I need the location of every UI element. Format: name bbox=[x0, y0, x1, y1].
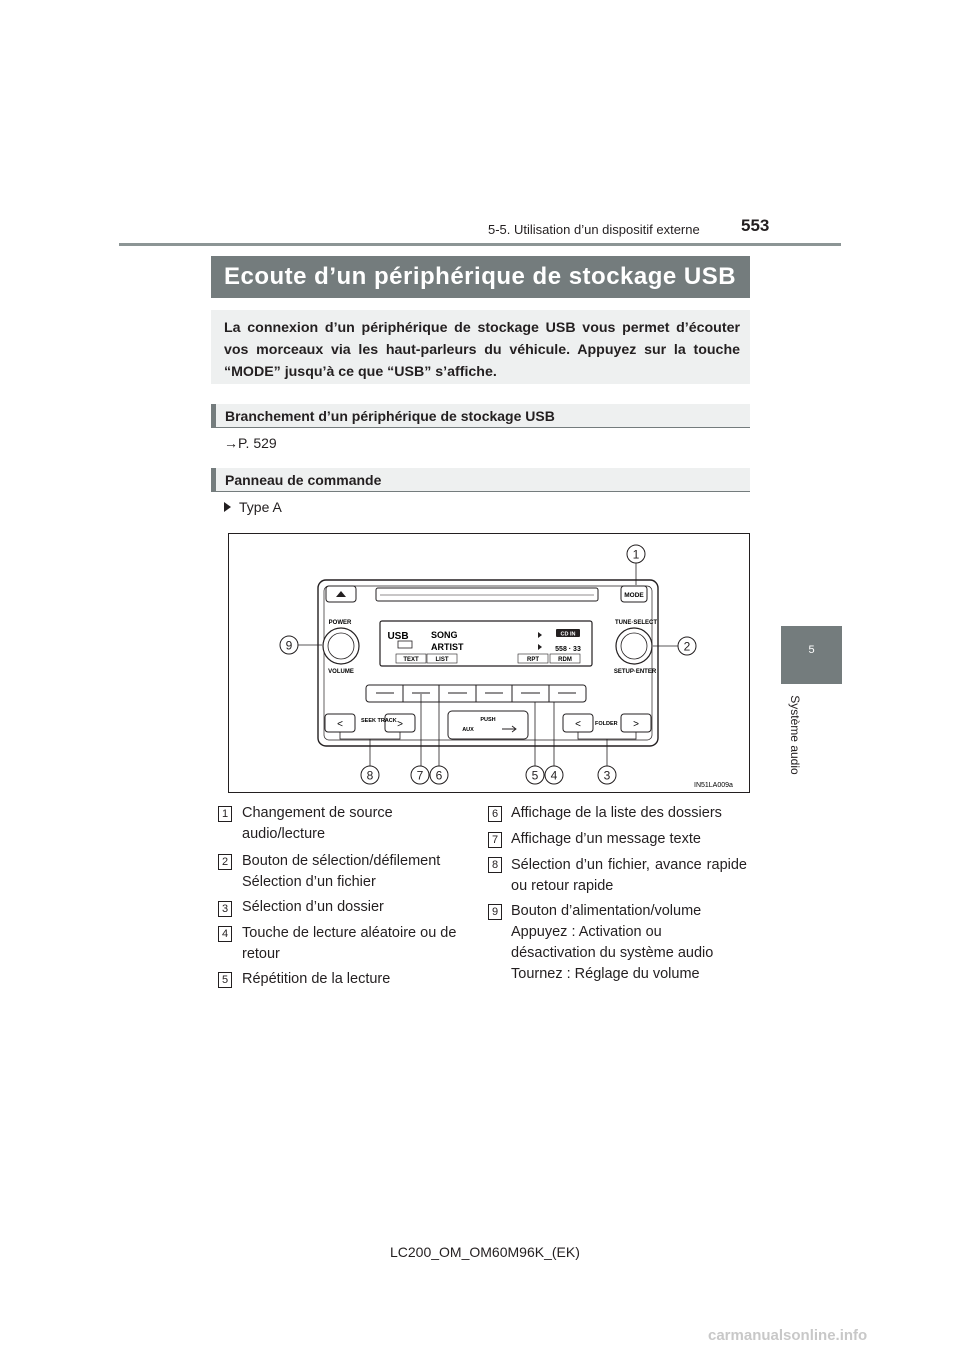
section-header: 5-5. Utilisation d’un dispositif externe bbox=[488, 222, 700, 237]
type-label-text: Type A bbox=[239, 499, 282, 515]
btn-list: LIST bbox=[435, 657, 449, 663]
type-label bbox=[224, 499, 282, 515]
display-song: SONG bbox=[431, 630, 458, 640]
svg-text:>: > bbox=[633, 719, 639, 730]
header-rule bbox=[119, 243, 841, 246]
chapter-number: 5 bbox=[808, 644, 815, 656]
tune-select-label: TUNE·SELECT bbox=[615, 620, 657, 626]
image-code: IN51LA009a bbox=[694, 782, 733, 789]
power-label: POWER bbox=[328, 620, 352, 626]
btn-rdm: RDM bbox=[558, 657, 572, 663]
push-label: PUSH bbox=[480, 717, 496, 723]
legend-item: Bouton d’alimentation/volume Appuyez : Activation ou désactivation du système audio Tournez : Réglage du volume bbox=[511, 903, 714, 982]
legend-item: Sélection d’un dossier bbox=[242, 899, 384, 915]
svg-text:4: 4 bbox=[550, 768, 558, 783]
svg-text:7: 7 bbox=[416, 768, 424, 783]
folder-label: FOLDER bbox=[595, 721, 618, 727]
legend-num: 6 bbox=[488, 806, 502, 822]
svg-text:3: 3 bbox=[603, 768, 611, 783]
svg-text:<: < bbox=[337, 719, 343, 730]
document-code: LC200_OM_OM60M96K_(EK) bbox=[390, 1244, 580, 1260]
legend-num: 9 bbox=[488, 904, 502, 920]
section-heading-usb bbox=[211, 404, 750, 428]
btn-text: TEXT bbox=[403, 657, 419, 663]
section-heading-panel bbox=[211, 468, 750, 492]
legend-item: Affichage de la liste des dossiers bbox=[511, 805, 722, 821]
svg-text:9: 9 bbox=[285, 638, 293, 653]
svg-text:>: > bbox=[397, 719, 403, 730]
legend-num: 4 bbox=[218, 926, 232, 942]
control-panel-figure bbox=[228, 533, 750, 793]
legend-item: Sélection d’un fichier, avance rapide ou retour rapide bbox=[511, 857, 747, 894]
display-time: 558 · 33 bbox=[555, 646, 581, 653]
legend-num: 2 bbox=[218, 854, 232, 870]
legend-item: Affichage d’un message texte bbox=[511, 831, 701, 847]
page-number: 553 bbox=[741, 216, 770, 235]
section-heading-text: Branchement d’un périphérique de stockage USB bbox=[225, 408, 555, 424]
display-cdin: CD IN bbox=[560, 631, 576, 638]
section-heading-text: Panneau de commande bbox=[225, 472, 382, 488]
svg-text:8: 8 bbox=[366, 768, 374, 783]
watermark: carmanualsonline.info bbox=[708, 1327, 868, 1344]
btn-rpt: RPT bbox=[527, 657, 539, 663]
page-title: Ecoute d’un périphérique de stockage USB bbox=[211, 256, 750, 298]
seek-label: SEEK TRACK bbox=[361, 718, 397, 724]
mode-label: MODE bbox=[624, 592, 644, 599]
legend-num: 7 bbox=[488, 832, 502, 848]
svg-text:6: 6 bbox=[435, 768, 443, 783]
svg-text:2: 2 bbox=[683, 639, 691, 654]
aux-label: AUX bbox=[462, 727, 474, 733]
legend-item: Changement de source audio/lecture bbox=[242, 805, 393, 842]
display-source: USB bbox=[387, 631, 409, 642]
legend-item: Touche de lecture aléatoire ou de retour bbox=[242, 925, 457, 962]
legend-num: 5 bbox=[218, 972, 232, 988]
legend-num: 3 bbox=[218, 901, 232, 917]
legend-num: 1 bbox=[218, 806, 232, 822]
svg-text:1: 1 bbox=[632, 547, 640, 562]
triangle-bullet-icon bbox=[224, 502, 231, 512]
chapter-title: Système audio bbox=[788, 695, 802, 775]
page-reference[interactable]: →P. 529 bbox=[224, 435, 277, 451]
legend-item: Bouton de sélection/défilement Sélection d’un fichier bbox=[242, 853, 441, 890]
svg-text:<: < bbox=[575, 719, 581, 730]
legend-num: 8 bbox=[488, 857, 502, 873]
svg-text:5: 5 bbox=[531, 768, 539, 783]
display-artist: ARTIST bbox=[431, 642, 464, 652]
legend-item: Répétition de la lecture bbox=[242, 971, 391, 987]
intro-text: La connexion d’un périphérique de stockage USB vous permet d’écouter vos morceaux via les haut-parleurs du véhicule. Appuyez sur la touche “MODE” jusqu’à ce que “USB” s’affiche. bbox=[211, 310, 750, 384]
setup-enter-label: SETUP·ENTER bbox=[613, 669, 657, 675]
volume-label: VOLUME bbox=[328, 669, 354, 675]
